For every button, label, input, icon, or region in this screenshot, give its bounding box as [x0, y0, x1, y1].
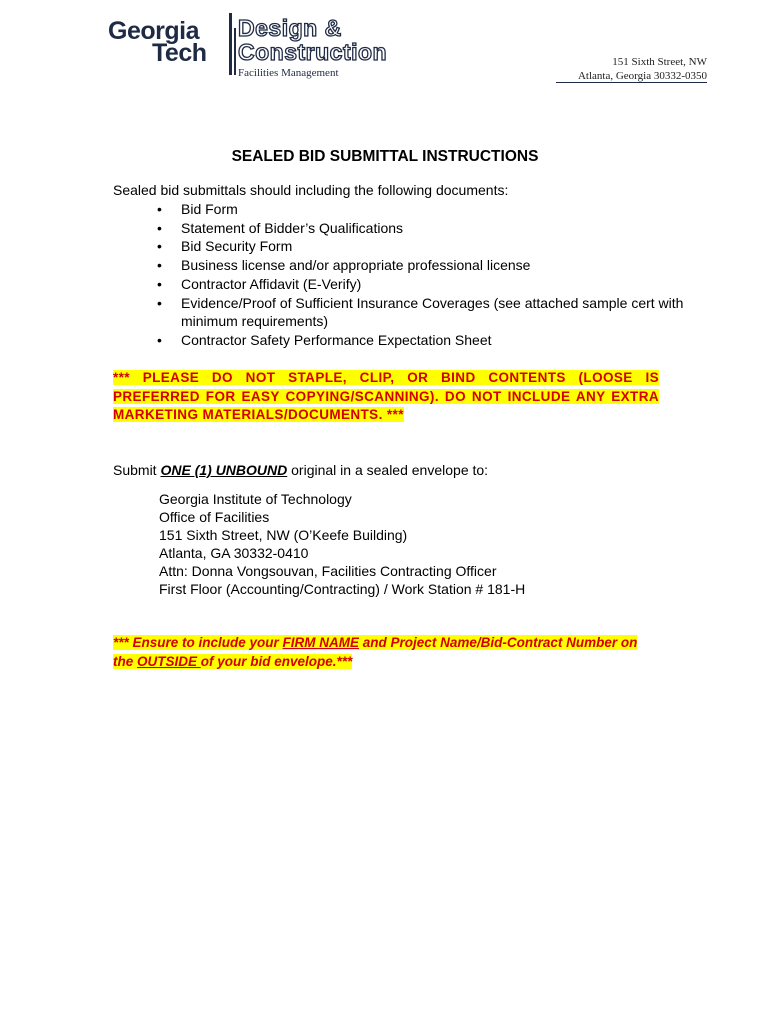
document-list: [155, 200, 715, 350]
mail-address-line: Atlanta, GA 30332-0410: [159, 545, 309, 561]
submit-instruction: [113, 462, 488, 478]
mail-address-line: First Floor (Accounting/Contracting) / Work Station # 181-H: [159, 581, 526, 597]
list-item: • Contractor Affidavit (E-Verify): [155, 275, 715, 294]
list-item: • Statement of Bidder’s Qualifications: [155, 219, 715, 238]
list-item: • Contractor Safety Performance Expectation Sheet: [155, 331, 715, 350]
ensure-outside: OUTSIDE: [137, 654, 201, 669]
letterhead-address: [578, 55, 707, 83]
submit-emphasis: ONE (1) UNBOUND: [160, 462, 288, 478]
list-item: • Business license and/or appropriate professional license: [155, 256, 715, 275]
address-line-2: Atlanta, Georgia 30332-0350: [577, 70, 707, 82]
mail-address-line: Office of Facilities: [159, 509, 270, 525]
logo-construction-text: Construction: [238, 39, 388, 65]
page-title: SEALED BID SUBMITTAL INSTRUCTIONS: [231, 148, 539, 165]
list-item: • Bid Form: [155, 200, 715, 219]
list-item: • Evidence/Proof of Sufficient Insurance Coverages (see attached sample cert with minimum requirements): [155, 294, 715, 331]
envelope-notice: [113, 633, 653, 671]
intro-text: Sealed bid submittals should including the following documents:: [113, 182, 509, 198]
mail-address-line: 151 Sixth Street, NW (O’Keefe Building): [159, 527, 408, 543]
submit-suffix: original in a sealed envelope to:: [287, 462, 489, 478]
ensure-part-3: of your bid envelope.***: [200, 654, 353, 669]
logo-divider-thin: [234, 28, 236, 75]
warning-text: *** PLEASE DO NOT STAPLE, CLIP, OR BIND CONTENTS (LOOSE IS PREFERRED FOR EASY COPYING/SCANNING). DO NOT INCLUDE ANY EXTRA MARKETING MATERIALS/DOCUMENTS. ***: [113, 370, 659, 422]
ensure-part-2: and Project Name/Bid-Contract Number on the: [113, 635, 638, 669]
letterhead: [0, 0, 770, 90]
logo-facilities-text: Facilities Management: [238, 67, 339, 79]
logo-georgia-text: Georgia: [108, 17, 199, 45]
ensure-firm-name: FIRM NAME: [282, 635, 360, 650]
mail-address-line: Georgia Institute of Technology: [159, 491, 352, 507]
mail-address-line: Attn: Donna Vongsouvan, Facilities Contracting Officer: [159, 563, 497, 579]
warning-notice: [113, 369, 659, 425]
submit-prefix: Submit: [113, 462, 161, 478]
list-item: • Bid Security Form: [155, 237, 715, 256]
logo-divider: [229, 13, 232, 75]
ensure-part-1: *** Ensure to include your: [113, 635, 283, 650]
address-rule: [556, 82, 707, 83]
address-line-1: 151 Sixth Street, NW: [612, 56, 707, 68]
logo-design-text: Design &: [238, 15, 342, 41]
logo-tech-text: Tech: [152, 39, 207, 67]
mailing-address: [159, 490, 525, 598]
